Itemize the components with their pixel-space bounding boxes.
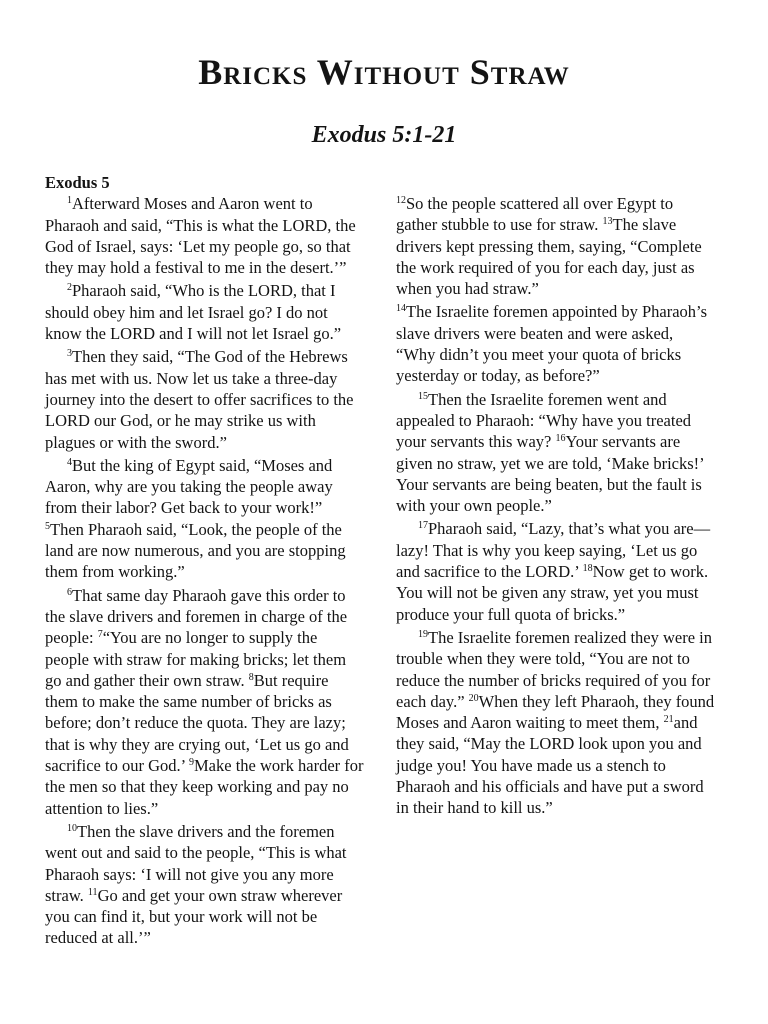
verse-number: 10 — [67, 822, 77, 834]
verse-text: and they said, “May the LORD look upon you and judge you! You have made us a stench to Pharaoh and his officials and have put a sword in their hand to kill us.” — [396, 713, 704, 818]
paragraph — [45, 821, 365, 949]
verse-text: Pharaoh said, “Lazy, that’s what you are—lazy! That is why you keep saying, ‘Let us go and sacrifice to the LORD.’ — [396, 519, 711, 582]
verse-text: But the king of Egypt said, “Moses and Aaron, why are you taking the people away from their labor? Get back to your work!” — [45, 455, 333, 518]
verse-number: 12 — [396, 195, 406, 206]
verse-number: 21 — [663, 714, 674, 726]
verse-number: 19 — [418, 628, 428, 640]
verse-text: Then Pharaoh said, “Look, the people of the land are now numerous, and you are stopping them from working.” — [45, 519, 346, 582]
verse-text: Your servants are given no straw, yet we are told, ‘Make bricks!’ Your servants are being beaten, but the fault is with your own people.” — [396, 432, 704, 516]
paragraph — [396, 627, 716, 819]
verse-text: Then they said, “The God of the Hebrews has met with us. Now let us take a three-day journey into the desert to offer sacrifices to the LORD our God, or he may strike us with plagues or with the sword.” — [45, 347, 354, 452]
verse-number: 7 — [97, 629, 103, 641]
verse-number: 2 — [67, 282, 72, 294]
verse-number: 20 — [468, 692, 479, 704]
verse-number: 18 — [582, 563, 593, 575]
paragraph — [45, 585, 365, 819]
verse-number: 6 — [67, 586, 72, 598]
verse-number: 17 — [418, 520, 428, 532]
verse-text: Then the Israelite foremen went and appealed to Pharaoh: “Why have you treated your servants this way? — [396, 389, 692, 452]
verse-text: Then the slave drivers and the foremen went out and said to the people, “This is what Pharaoh says: ‘I will not give you any more straw. — [45, 821, 347, 905]
verse-text: So the people scattered all over Egypt to gather stubble to use for straw. — [396, 194, 674, 235]
text-column-left — [45, 172, 365, 951]
paragraph — [396, 518, 716, 624]
verse-number: 16 — [555, 433, 566, 445]
verse-number: 8 — [248, 671, 254, 683]
verse-number: 13 — [602, 216, 613, 228]
page-subtitle: Exodus 5:1-21 — [311, 122, 457, 148]
verse-number: 15 — [418, 390, 428, 402]
text-column-right — [396, 193, 716, 821]
page-title: Bricks Without Straw — [198, 52, 570, 92]
verse-text: Make the work harder for the men so that they keep working and pay no attention to lies.” — [45, 756, 364, 818]
chapter-heading: Exodus 5 — [45, 173, 110, 192]
verse-text: Now get to work. You will not be given any straw, yet you must produce your full quota of bricks.” — [396, 562, 709, 624]
verse-number: 1 — [67, 195, 72, 207]
verse-number: 14 — [396, 303, 406, 315]
verse-number: 4 — [67, 456, 72, 468]
paragraph — [45, 193, 365, 278]
verse-text: When they left Pharaoh, they found Moses and Aaron waiting to meet them, — [396, 691, 715, 733]
verse-text: Go and get your own straw wherever you can find it, but your work will not be reduced at all.’” — [45, 885, 343, 948]
paragraph — [45, 346, 365, 452]
verse-text: Afterward Moses and Aaron went to Pharaoh and said, “This is what the LORD, the God of Israel, says: ‘Let my people go, so that they may hold a festival to me in the desert.’” — [45, 194, 356, 278]
verse-number: 11 — [87, 886, 98, 898]
paragraph — [396, 193, 716, 299]
paragraph — [45, 455, 365, 583]
verse-text: The slave drivers kept pressing them, saying, “Complete the work required of you for each day, just as when you had straw.” — [396, 215, 702, 299]
verse-text: The Israelite foremen appointed by Pharaoh’s slave drivers were beaten and were asked, “Why didn’t you meet your quota of bricks yesterday or today, as before?” — [396, 302, 708, 386]
verse-number: 3 — [67, 348, 72, 360]
verse-text: The Israelite foremen realized they were in trouble when they were told, “You are not to reduce the number of bricks required of you for each day.” — [396, 627, 713, 711]
verse-text: Pharaoh said, “Who is the LORD, that I should obey him and let Israel go? I do not know the LORD and I will not let Israel go.” — [45, 281, 342, 344]
verse-text: “You are no longer to supply the people with straw for making bricks; let them go and gather their own straw. — [45, 628, 347, 690]
verse-text: That same day Pharaoh gave this order to the slave drivers and foremen in charge of the people: — [45, 585, 348, 648]
paragraph — [396, 301, 716, 386]
verse-number: 5 — [45, 520, 50, 532]
paragraph — [396, 389, 716, 517]
verse-text: But require them to make the same number of bricks as before; don’t reduce the quota. They are lazy; that is why they are crying out, ‘Let us go and sacrifice to our God.’ — [45, 670, 349, 776]
verse-number: 9 — [189, 757, 195, 769]
paragraph — [45, 280, 365, 344]
